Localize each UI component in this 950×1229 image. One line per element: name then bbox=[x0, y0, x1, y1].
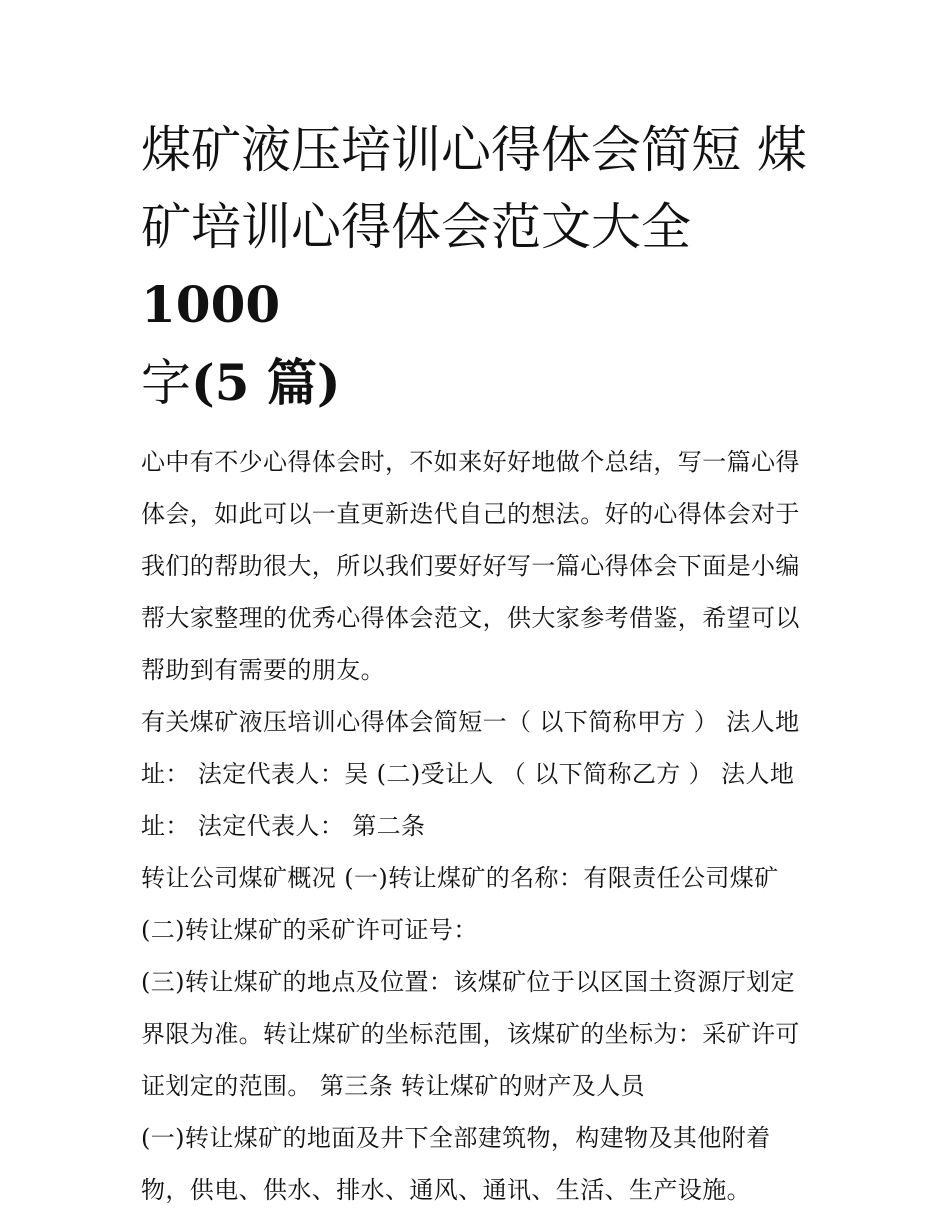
title-article-count: (5 bbox=[191, 353, 250, 412]
intro-paragraph: 心中有不少心得体会时，不如来好好地做个总结，写一篇心得体会，如此可以一直更新迭代自己的想法。好的心得体会对于我们的帮助很大，所以我们要好好写一篇心得体会下面是小编帮大家整理的优秀心得体会范文，供大家参考借鉴，希望可以帮助到有需要的朋友。 bbox=[141, 448, 800, 684]
mine-overview-paragraph: 转让公司煤矿概况 (一)转让煤矿的名称：有限责任公司煤矿 bbox=[141, 864, 779, 892]
document-title bbox=[141, 112, 813, 422]
title-word-count: 1000 bbox=[141, 275, 281, 334]
transferor-paragraph: 有关煤矿液压培训心得体会简短一（ 以下简称甲方 ） 法人地址： 法定代表人：吴 (二)受让人 （ 以下简称乙方 ） 法人地址： 法定代表人： 第二条 bbox=[141, 708, 800, 840]
mining-license-paragraph: (二)转让煤矿的采矿许可证号： bbox=[141, 916, 478, 944]
mine-property-paragraph: (一)转让煤矿的地面及井下全部建筑物，构建物及其他附着物，供电、供水、排水、通风、通讯、生活、生产设施。 bbox=[141, 1124, 771, 1204]
title-word-unit: 字 bbox=[141, 354, 191, 412]
title-article-unit: 篇) bbox=[249, 353, 341, 412]
document-page bbox=[141, 112, 813, 1216]
title-text-main: 煤矿液压培训心得体会简短 煤矿培训心得体会范文大全 bbox=[141, 121, 807, 256]
mine-location-paragraph: (三)转让煤矿的地点及位置：该煤矿位于以区国土资源厅划定界限为准。转让煤矿的坐标范围，该煤矿的坐标为：采矿许可证划定的范围。 第三条 转让煤矿的财产及人员 bbox=[141, 968, 800, 1100]
